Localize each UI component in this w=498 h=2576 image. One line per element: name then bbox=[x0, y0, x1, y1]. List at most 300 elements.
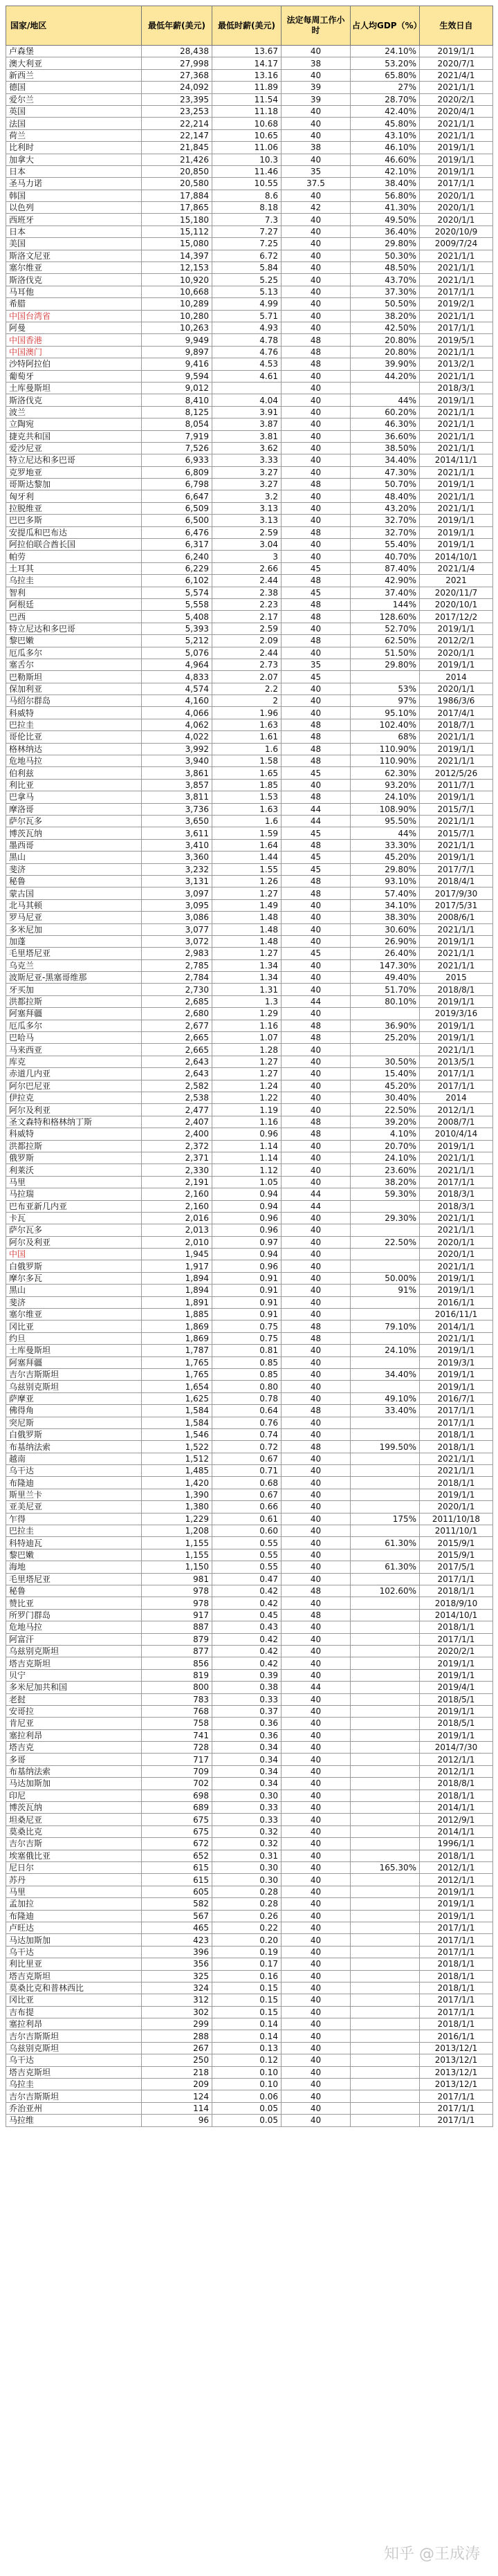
cell-hourly-wage: 0.80 bbox=[212, 1381, 282, 1392]
cell-effective-date: 2021/1/1 bbox=[420, 82, 493, 93]
cell-weekly-hours: 40 bbox=[282, 274, 351, 286]
cell-gdp-share bbox=[351, 1428, 420, 1440]
cell-annual-wage: 218 bbox=[142, 2066, 212, 2078]
cell-annual-wage: 7,919 bbox=[142, 430, 212, 442]
cell-annual-wage: 6,102 bbox=[142, 575, 212, 587]
cell-country: 塞尔维亚 bbox=[6, 262, 142, 274]
cell-hourly-wage: 0.05 bbox=[212, 2102, 282, 2114]
cell-weekly-hours: 40 bbox=[282, 1910, 351, 1922]
cell-hourly-wage: 1.65 bbox=[212, 767, 282, 779]
cell-hourly-wage: 0.42 bbox=[212, 1645, 282, 1657]
table-row bbox=[6, 575, 493, 587]
cell-hourly-wage: 0.17 bbox=[212, 1958, 282, 1970]
table-row bbox=[6, 767, 493, 779]
cell-country: 黎巴嫩 bbox=[6, 1549, 142, 1561]
table-row bbox=[6, 454, 493, 466]
cell-effective-date: 2013/5/1 bbox=[420, 1056, 493, 1067]
cell-gdp-share: 24.10% bbox=[351, 1152, 420, 1163]
cell-weekly-hours: 40 bbox=[282, 442, 351, 454]
cell-effective-date: 2016/1/1 bbox=[420, 2030, 493, 2042]
cell-country: 赤道几内亚 bbox=[6, 1068, 142, 1080]
cell-country: 伊拉克 bbox=[6, 1092, 142, 1103]
table-row bbox=[6, 923, 493, 935]
cell-country: 洪都拉斯 bbox=[6, 995, 142, 1007]
cell-weekly-hours: 45 bbox=[282, 863, 351, 875]
table-row bbox=[6, 1573, 493, 1585]
table-row bbox=[6, 1790, 493, 1801]
cell-gdp-share bbox=[351, 1922, 420, 1933]
table-row bbox=[6, 346, 493, 358]
cell-hourly-wage: 4.53 bbox=[212, 358, 282, 370]
cell-gdp-share bbox=[351, 1489, 420, 1500]
cell-gdp-share: 43.10% bbox=[351, 129, 420, 141]
table-row bbox=[6, 1080, 493, 1092]
cell-effective-date: 2018/7/1 bbox=[420, 719, 493, 730]
cell-effective-date: 2013/2/1 bbox=[420, 358, 493, 370]
cell-weekly-hours: 48 bbox=[282, 791, 351, 803]
table-row bbox=[6, 1958, 493, 1970]
cell-weekly-hours: 44 bbox=[282, 995, 351, 1007]
cell-gdp-share: 144% bbox=[351, 598, 420, 610]
table-row bbox=[6, 647, 493, 659]
cell-effective-date: 2018/1/1 bbox=[420, 1970, 493, 1982]
table-row bbox=[6, 587, 493, 598]
cell-hourly-wage: 1.14 bbox=[212, 1152, 282, 1163]
cell-effective-date: 2020/1/1 bbox=[420, 647, 493, 659]
cell-weekly-hours: 40 bbox=[282, 1212, 351, 1224]
cell-hourly-wage: 0.31 bbox=[212, 1850, 282, 1861]
table-row bbox=[6, 731, 493, 743]
cell-gdp-share bbox=[351, 2018, 420, 2030]
cell-annual-wage: 1,885 bbox=[142, 1309, 212, 1321]
cell-weekly-hours: 40 bbox=[282, 406, 351, 418]
cell-hourly-wage: 3.27 bbox=[212, 479, 282, 490]
table-row bbox=[6, 1549, 493, 1561]
cell-hourly-wage: 0.36 bbox=[212, 1718, 282, 1729]
cell-country: 乔治亚州 bbox=[6, 2102, 142, 2114]
cell-annual-wage: 15,180 bbox=[142, 214, 212, 226]
cell-gdp-share: 26.40% bbox=[351, 948, 420, 959]
cell-weekly-hours: 48 bbox=[282, 598, 351, 610]
cell-weekly-hours: 40 bbox=[282, 647, 351, 659]
cell-hourly-wage: 0.37 bbox=[212, 1705, 282, 1717]
cell-country: 马拉瑞 bbox=[6, 1188, 142, 1200]
cell-country: 马里 bbox=[6, 1176, 142, 1188]
cell-country: 莫桑比克 bbox=[6, 1825, 142, 1837]
cell-country: 韩国 bbox=[6, 190, 142, 201]
cell-effective-date: 2017/1/1 bbox=[420, 2102, 493, 2114]
cell-country: 阿塞拜疆 bbox=[6, 1008, 142, 1020]
cell-hourly-wage: 0.67 bbox=[212, 1453, 282, 1464]
cell-gdp-share bbox=[351, 1994, 420, 2006]
cell-gdp-share bbox=[351, 1417, 420, 1428]
cell-weekly-hours: 45 bbox=[282, 587, 351, 598]
cell-country: 阿尔及利亚 bbox=[6, 1104, 142, 1116]
cell-weekly-hours: 44 bbox=[282, 1200, 351, 1212]
table-row bbox=[6, 1513, 493, 1525]
cell-country: 布隆迪 bbox=[6, 1910, 142, 1922]
cell-hourly-wage: 13.67 bbox=[212, 46, 282, 57]
cell-gdp-share: 95.50% bbox=[351, 816, 420, 827]
cell-weekly-hours: 48 bbox=[282, 346, 351, 358]
cell-country: 乌干达 bbox=[6, 1465, 142, 1477]
cell-country: 危地马拉 bbox=[6, 755, 142, 767]
cell-gdp-share: 20.80% bbox=[351, 346, 420, 358]
cell-weekly-hours: 40 bbox=[282, 1008, 351, 1020]
cell-weekly-hours: 40 bbox=[282, 1778, 351, 1790]
cell-country: 塞尔维亚 bbox=[6, 1309, 142, 1321]
cell-annual-wage: 3,086 bbox=[142, 912, 212, 923]
cell-country: 摩尔多瓦 bbox=[6, 1272, 142, 1284]
cell-weekly-hours: 40 bbox=[282, 1754, 351, 1765]
cell-annual-wage: 3,072 bbox=[142, 935, 212, 947]
cell-effective-date: 2017/1/1 bbox=[420, 2006, 493, 2018]
cell-gdp-share bbox=[351, 1044, 420, 1056]
cell-country: 巴布亚新几内亚 bbox=[6, 1200, 142, 1212]
cell-gdp-share bbox=[351, 1958, 420, 1970]
cell-country: 安哥拉 bbox=[6, 1705, 142, 1717]
cell-gdp-share bbox=[351, 1645, 420, 1657]
cell-effective-date: 2021/1/1 bbox=[420, 1260, 493, 1272]
cell-annual-wage: 675 bbox=[142, 1825, 212, 1837]
cell-effective-date: 2018/3/1 bbox=[420, 1188, 493, 1200]
cell-annual-wage: 2,013 bbox=[142, 1224, 212, 1236]
cell-effective-date: 2021/4/1 bbox=[420, 69, 493, 81]
cell-gdp-share bbox=[351, 1946, 420, 1958]
cell-hourly-wage: 0.14 bbox=[212, 2030, 282, 2042]
cell-weekly-hours: 40 bbox=[282, 707, 351, 719]
cell-country: 乌克兰 bbox=[6, 959, 142, 971]
table-row bbox=[6, 165, 493, 177]
cell-hourly-wage: 11.18 bbox=[212, 105, 282, 117]
cell-hourly-wage: 2.38 bbox=[212, 587, 282, 598]
cell-effective-date: 2015/7/1 bbox=[420, 803, 493, 815]
cell-weekly-hours: 40 bbox=[282, 2006, 351, 2018]
table-row bbox=[6, 394, 493, 406]
table-row bbox=[6, 1465, 493, 1477]
table-row bbox=[6, 1188, 493, 1200]
cell-gdp-share bbox=[351, 1838, 420, 1850]
table-row bbox=[6, 1068, 493, 1080]
cell-country: 多米尼加 bbox=[6, 923, 142, 935]
table-row bbox=[6, 899, 493, 911]
table-row bbox=[6, 1104, 493, 1116]
cell-gdp-share: 38.20% bbox=[351, 310, 420, 322]
cell-country: 斯洛文尼亚 bbox=[6, 250, 142, 261]
cell-annual-wage: 4,833 bbox=[142, 671, 212, 683]
cell-gdp-share bbox=[351, 1874, 420, 1886]
cell-hourly-wage: 0.96 bbox=[212, 1224, 282, 1236]
cell-annual-wage: 978 bbox=[142, 1597, 212, 1609]
table-row bbox=[6, 490, 493, 502]
cell-annual-wage: 1,584 bbox=[142, 1405, 212, 1417]
cell-hourly-wage: 1.85 bbox=[212, 779, 282, 791]
cell-weekly-hours: 40 bbox=[282, 923, 351, 935]
cell-country: 匈牙利 bbox=[6, 490, 142, 502]
table-row bbox=[6, 274, 493, 286]
cell-hourly-wage: 0.94 bbox=[212, 1188, 282, 1200]
cell-hourly-wage: 1.59 bbox=[212, 827, 282, 839]
cell-country: 澳大利亚 bbox=[6, 57, 142, 69]
cell-effective-date: 2017/1/1 bbox=[420, 1934, 493, 1946]
cell-gdp-share: 39.90% bbox=[351, 358, 420, 370]
cell-gdp-share: 102.60% bbox=[351, 1585, 420, 1597]
table-row bbox=[6, 82, 493, 93]
cell-gdp-share: 60.20% bbox=[351, 406, 420, 418]
cell-effective-date: 2012/1/1 bbox=[420, 1874, 493, 1886]
cell-hourly-wage: 0.34 bbox=[212, 1742, 282, 1754]
cell-country: 马绍尔群岛 bbox=[6, 695, 142, 707]
cell-gdp-share: 50.70% bbox=[351, 479, 420, 490]
cell-weekly-hours: 48 bbox=[282, 526, 351, 538]
cell-weekly-hours: 40 bbox=[282, 1477, 351, 1489]
table-row bbox=[6, 2042, 493, 2054]
cell-annual-wage: 2,330 bbox=[142, 1164, 212, 1176]
cell-weekly-hours: 40 bbox=[282, 1489, 351, 1500]
cell-weekly-hours: 40 bbox=[282, 695, 351, 707]
cell-annual-wage: 2,730 bbox=[142, 984, 212, 995]
cell-gdp-share bbox=[351, 1669, 420, 1681]
cell-gdp-share bbox=[351, 2079, 420, 2090]
cell-annual-wage: 1,485 bbox=[142, 1465, 212, 1477]
cell-weekly-hours: 40 bbox=[282, 382, 351, 394]
cell-gdp-share: 46.10% bbox=[351, 142, 420, 154]
table-row bbox=[6, 623, 493, 634]
cell-effective-date: 2021/1/1 bbox=[420, 1453, 493, 1464]
cell-hourly-wage: 2.17 bbox=[212, 611, 282, 623]
cell-weekly-hours: 38 bbox=[282, 142, 351, 154]
cell-gdp-share: 38.50% bbox=[351, 442, 420, 454]
cell-effective-date: 2020/1/1 bbox=[420, 190, 493, 201]
cell-gdp-share: 37.30% bbox=[351, 286, 420, 297]
cell-hourly-wage: 1.6 bbox=[212, 743, 282, 755]
cell-effective-date: 2021/1/1 bbox=[420, 1332, 493, 1344]
cell-weekly-hours: 44 bbox=[282, 1682, 351, 1693]
cell-annual-wage: 9,897 bbox=[142, 346, 212, 358]
cell-effective-date: 2012/2/1 bbox=[420, 635, 493, 647]
cell-effective-date: 2017/1/1 bbox=[420, 1573, 493, 1585]
cell-annual-wage: 9,416 bbox=[142, 358, 212, 370]
cell-country: 吉尔吉斯 bbox=[6, 1838, 142, 1850]
cell-gdp-share bbox=[351, 1742, 420, 1754]
cell-country: 比利时 bbox=[6, 142, 142, 154]
table-row bbox=[6, 707, 493, 719]
cell-gdp-share bbox=[351, 1573, 420, 1585]
cell-effective-date: 2019/1/1 bbox=[420, 1657, 493, 1669]
cell-hourly-wage: 1.96 bbox=[212, 707, 282, 719]
table-row bbox=[6, 1272, 493, 1284]
cell-gdp-share: 36.40% bbox=[351, 226, 420, 237]
cell-hourly-wage: 0.42 bbox=[212, 1585, 282, 1597]
table-row bbox=[6, 105, 493, 117]
cell-weekly-hours: 48 bbox=[282, 1128, 351, 1140]
cell-country: 土库曼斯坦 bbox=[6, 382, 142, 394]
cell-effective-date: 2021/1/1 bbox=[420, 274, 493, 286]
cell-effective-date: 2011/7/1 bbox=[420, 779, 493, 791]
cell-annual-wage: 2,010 bbox=[142, 1236, 212, 1248]
cell-annual-wage: 5,558 bbox=[142, 598, 212, 610]
cell-effective-date: 2016/11/1 bbox=[420, 1309, 493, 1321]
cell-effective-date: 2020/7/1 bbox=[420, 57, 493, 69]
cell-gdp-share: 40.70% bbox=[351, 551, 420, 562]
table-row bbox=[6, 1116, 493, 1128]
cell-gdp-share bbox=[351, 1825, 420, 1837]
cell-annual-wage: 12,153 bbox=[142, 262, 212, 274]
cell-effective-date: 2021/1/1 bbox=[420, 442, 493, 454]
cell-hourly-wage: 2.23 bbox=[212, 598, 282, 610]
cell-effective-date: 2018/1/1 bbox=[420, 1621, 493, 1633]
cell-annual-wage: 2,784 bbox=[142, 972, 212, 984]
cell-hourly-wage: 1.16 bbox=[212, 1020, 282, 1031]
cell-annual-wage: 423 bbox=[142, 1934, 212, 1946]
table-row bbox=[6, 370, 493, 382]
header-effective-date: 生效日自 bbox=[420, 6, 493, 46]
cell-effective-date: 2019/1/1 bbox=[420, 1729, 493, 1741]
cell-effective-date: 2009/7/24 bbox=[420, 238, 493, 250]
cell-weekly-hours: 40 bbox=[282, 683, 351, 694]
cell-country: 乍得 bbox=[6, 1513, 142, 1525]
cell-annual-wage: 4,964 bbox=[142, 659, 212, 670]
table-row bbox=[6, 129, 493, 141]
cell-annual-wage: 5,212 bbox=[142, 635, 212, 647]
cell-annual-wage: 758 bbox=[142, 1718, 212, 1729]
cell-hourly-wage: 0.20 bbox=[212, 1934, 282, 1946]
cell-country: 利莱沃 bbox=[6, 1164, 142, 1176]
cell-annual-wage: 2,685 bbox=[142, 995, 212, 1007]
table-row bbox=[6, 1814, 493, 1825]
cell-gdp-share: 59.30% bbox=[351, 1188, 420, 1200]
table-row bbox=[6, 972, 493, 984]
cell-annual-wage: 783 bbox=[142, 1693, 212, 1705]
cell-effective-date: 2013/12/1 bbox=[420, 2054, 493, 2066]
table-row bbox=[6, 1682, 493, 1693]
table-row bbox=[6, 683, 493, 694]
cell-hourly-wage: 0.81 bbox=[212, 1345, 282, 1356]
cell-gdp-share: 53% bbox=[351, 683, 420, 694]
cell-annual-wage: 3,940 bbox=[142, 755, 212, 767]
cell-annual-wage: 1,584 bbox=[142, 1417, 212, 1428]
cell-gdp-share: 42.50% bbox=[351, 322, 420, 333]
table-row bbox=[6, 562, 493, 574]
cell-weekly-hours: 40 bbox=[282, 454, 351, 466]
cell-gdp-share bbox=[351, 1886, 420, 1897]
cell-effective-date: 2015 bbox=[420, 972, 493, 984]
cell-annual-wage: 689 bbox=[142, 1802, 212, 1814]
cell-country: 肯尼亚 bbox=[6, 1718, 142, 1729]
cell-weekly-hours: 44 bbox=[282, 1188, 351, 1200]
cell-hourly-wage: 0.94 bbox=[212, 1249, 282, 1260]
cell-hourly-wage: 0.15 bbox=[212, 1994, 282, 2006]
cell-effective-date: 2019/1/1 bbox=[420, 659, 493, 670]
cell-annual-wage: 717 bbox=[142, 1754, 212, 1765]
cell-gdp-share: 62.30% bbox=[351, 767, 420, 779]
table-row bbox=[6, 466, 493, 478]
cell-effective-date: 2017/1/1 bbox=[420, 2115, 493, 2126]
cell-country: 尼日尔 bbox=[6, 1861, 142, 1873]
cell-gdp-share: 32.70% bbox=[351, 515, 420, 526]
cell-effective-date: 2017/1/1 bbox=[420, 1176, 493, 1188]
cell-effective-date: 1986/3/6 bbox=[420, 695, 493, 707]
cell-effective-date: 2020/1/1 bbox=[420, 683, 493, 694]
cell-country: 安提瓜和巴布达 bbox=[6, 526, 142, 538]
cell-weekly-hours: 40 bbox=[282, 2066, 351, 2078]
cell-annual-wage: 288 bbox=[142, 2030, 212, 2042]
cell-annual-wage: 23,395 bbox=[142, 93, 212, 105]
table-row bbox=[6, 1922, 493, 1933]
cell-country: 伯利兹 bbox=[6, 767, 142, 779]
cell-gdp-share: 165.30% bbox=[351, 1861, 420, 1873]
cell-effective-date: 2017/1/1 bbox=[420, 1633, 493, 1645]
cell-effective-date: 2014/1/1 bbox=[420, 1825, 493, 1837]
cell-hourly-wage: 0.91 bbox=[212, 1285, 282, 1296]
cell-annual-wage: 3,410 bbox=[142, 839, 212, 851]
cell-gdp-share: 48.40% bbox=[351, 490, 420, 502]
table-row bbox=[6, 816, 493, 827]
cell-weekly-hours: 35 bbox=[282, 659, 351, 670]
cell-gdp-share bbox=[351, 1633, 420, 1645]
table-row bbox=[6, 912, 493, 923]
cell-weekly-hours: 40 bbox=[282, 2018, 351, 2030]
cell-weekly-hours: 40 bbox=[282, 310, 351, 322]
cell-effective-date: 2014/10/1 bbox=[420, 1609, 493, 1621]
cell-hourly-wage: 0.10 bbox=[212, 2079, 282, 2090]
cell-annual-wage: 3,650 bbox=[142, 816, 212, 827]
cell-effective-date: 2011/10/1 bbox=[420, 1525, 493, 1537]
cell-weekly-hours: 40 bbox=[282, 286, 351, 297]
cell-effective-date: 2021/1/1 bbox=[420, 406, 493, 418]
cell-effective-date: 2019/3/1 bbox=[420, 1356, 493, 1368]
cell-country: 捷克共和国 bbox=[6, 430, 142, 442]
cell-country: 吉布提 bbox=[6, 2006, 142, 2018]
table-row bbox=[6, 1609, 493, 1621]
cell-hourly-wage: 4.78 bbox=[212, 334, 282, 346]
cell-hourly-wage: 0.66 bbox=[212, 1501, 282, 1513]
cell-hourly-wage: 1.63 bbox=[212, 803, 282, 815]
cell-country: 库克 bbox=[6, 1056, 142, 1067]
cell-gdp-share bbox=[351, 1970, 420, 1982]
table-row bbox=[6, 995, 493, 1007]
cell-hourly-wage: 0.94 bbox=[212, 1200, 282, 1212]
table-row bbox=[6, 1802, 493, 1814]
cell-hourly-wage: 0.06 bbox=[212, 2090, 282, 2102]
cell-annual-wage: 1,546 bbox=[142, 1428, 212, 1440]
cell-weekly-hours: 40 bbox=[282, 262, 351, 274]
cell-weekly-hours: 40 bbox=[282, 322, 351, 333]
cell-weekly-hours: 48 bbox=[282, 358, 351, 370]
table-row bbox=[6, 1285, 493, 1296]
cell-weekly-hours: 40 bbox=[282, 1453, 351, 1464]
cell-hourly-wage: 0.12 bbox=[212, 2054, 282, 2066]
table-row bbox=[6, 214, 493, 226]
cell-effective-date: 2018/1/1 bbox=[420, 2018, 493, 2030]
header-hourly-wage: 最低时薪(美元) bbox=[212, 6, 282, 46]
cell-gdp-share: 34.40% bbox=[351, 1368, 420, 1380]
cell-gdp-share: 24.10% bbox=[351, 46, 420, 57]
cell-gdp-share bbox=[351, 2042, 420, 2054]
cell-country: 莫桑比克和普林西比 bbox=[6, 1982, 142, 1994]
cell-hourly-wage: 0.74 bbox=[212, 1428, 282, 1440]
table-row bbox=[6, 1176, 493, 1188]
cell-country: 乌干达 bbox=[6, 1946, 142, 1958]
cell-weekly-hours: 44 bbox=[282, 803, 351, 815]
cell-annual-wage: 728 bbox=[142, 1742, 212, 1754]
table-row bbox=[6, 1056, 493, 1067]
cell-gdp-share bbox=[351, 1200, 420, 1212]
cell-gdp-share: 128.60% bbox=[351, 611, 420, 623]
cell-weekly-hours: 40 bbox=[282, 1164, 351, 1176]
cell-gdp-share: 43.20% bbox=[351, 502, 420, 514]
cell-effective-date: 2018/5/1 bbox=[420, 1718, 493, 1729]
